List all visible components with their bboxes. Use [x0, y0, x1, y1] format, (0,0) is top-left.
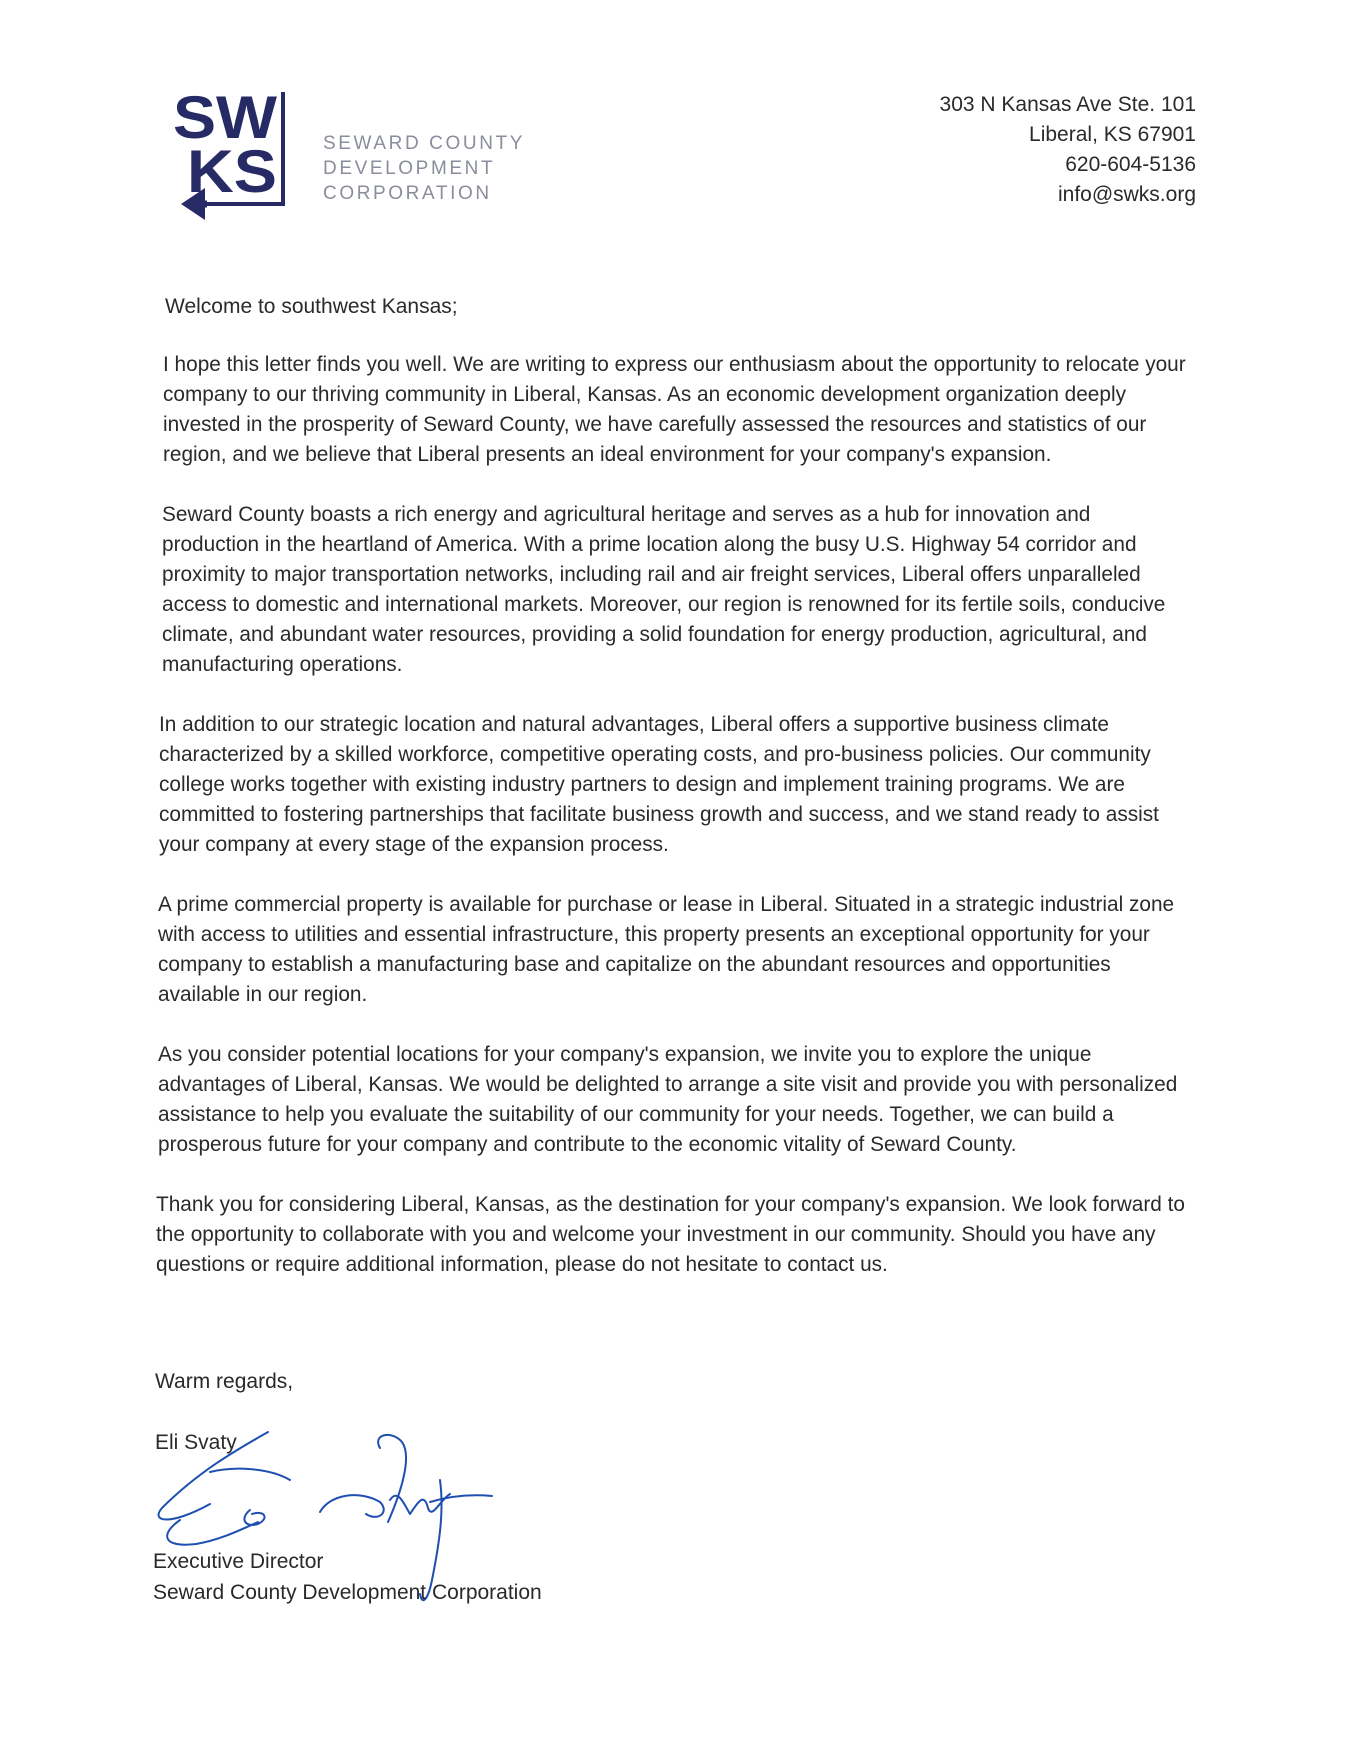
- signer-name: Eli Svaty: [155, 1431, 237, 1454]
- svg-text:SW: SW: [173, 86, 278, 151]
- address-phone: 620-604-5136: [1065, 153, 1196, 176]
- signer-title: Executive Director: [153, 1550, 324, 1573]
- signer-organization: Seward County Development Corporation: [153, 1581, 542, 1604]
- paragraph-5: As you consider potential locations for your company's expansion, we invite you to explore the unique advantages of Liberal, Kansas. We would be delighted to arrange a site visit and provide you with personalized assistance to help you evaluate the suitability of our community for your needs. Together, we can build a prosperous future for your company and contribute to the economic vitality of Seward County.: [158, 1043, 1178, 1156]
- logo-line-3: CORPORATION: [323, 183, 492, 204]
- logo-line-2: DEVELOPMENT: [323, 158, 496, 179]
- logo-line-1: SEWARD COUNTY: [323, 133, 525, 154]
- paragraph-6: Thank you for considering Liberal, Kansas, as the destination for your company's expansion. We look forward to the opportunity to collaborate with you and welcome your investment in our community. Should you have any questions or require additional information, please do not hesitate to contact us.: [156, 1193, 1185, 1276]
- svg-text:KS: KS: [187, 138, 277, 205]
- paragraph-2: Seward County boasts a rich energy and agricultural heritage and serves as a hub for innovation and production in the heartland of America. With a prime location along the busy U.S. Highway 54 corridor and proximity to major transportation networks, including rail and air freight services, Liberal offers unparalleled access to domestic and international markets. Moreover, our region is renowned for its fertile soils, conducive climate, and abundant water resources, providing a solid foundation for energy production, agricultural, and manufacturing operations.: [162, 503, 1166, 676]
- closing: Warm regards,: [155, 1370, 294, 1393]
- paragraph-1: I hope this letter finds you well. We are writing to express our enthusiasm about the opportunity to relocate your company to our thriving community in Liberal, Kansas. As an economic development organization deeply invested in the prosperity of Seward County, we have carefully assessed the resources and statistics of our region, and we believe that Liberal presents an ideal environment for your company's expansion.: [163, 353, 1186, 466]
- address-city: Liberal, KS 67901: [1029, 123, 1196, 146]
- swks-logo-mark-icon: [165, 86, 315, 236]
- swks-logo: [165, 86, 545, 236]
- paragraph-3: In addition to our strategic location and natural advantages, Liberal offers a supportive business climate characterized by a skilled workforce, competitive operating costs, and pro-business policies. Our community college works together with existing industry partners to design and implement training programs. We are committed to fostering partnerships that facilitate business growth and success, and we stand ready to assist your company at every stage of the expansion process.: [159, 713, 1159, 856]
- salutation: Welcome to southwest Kansas;: [165, 295, 458, 318]
- sender-address: [940, 90, 1196, 210]
- logo-wordmark: [323, 131, 525, 206]
- address-email: info@swks.org: [1057, 183, 1196, 206]
- letter-body: [153, 292, 1193, 1310]
- paragraph-4: A prime commercial property is available for purchase or lease in Liberal. Situated in a strategic industrial zone with access to utilities and essential infrastructure, this property presents an exceptional opportunity for your company to establish a manufacturing base and capitalize on the abundant resources and opportunities available in our region.: [158, 893, 1175, 1006]
- address-street: 303 N Kansas Ave Ste. 101: [939, 93, 1196, 116]
